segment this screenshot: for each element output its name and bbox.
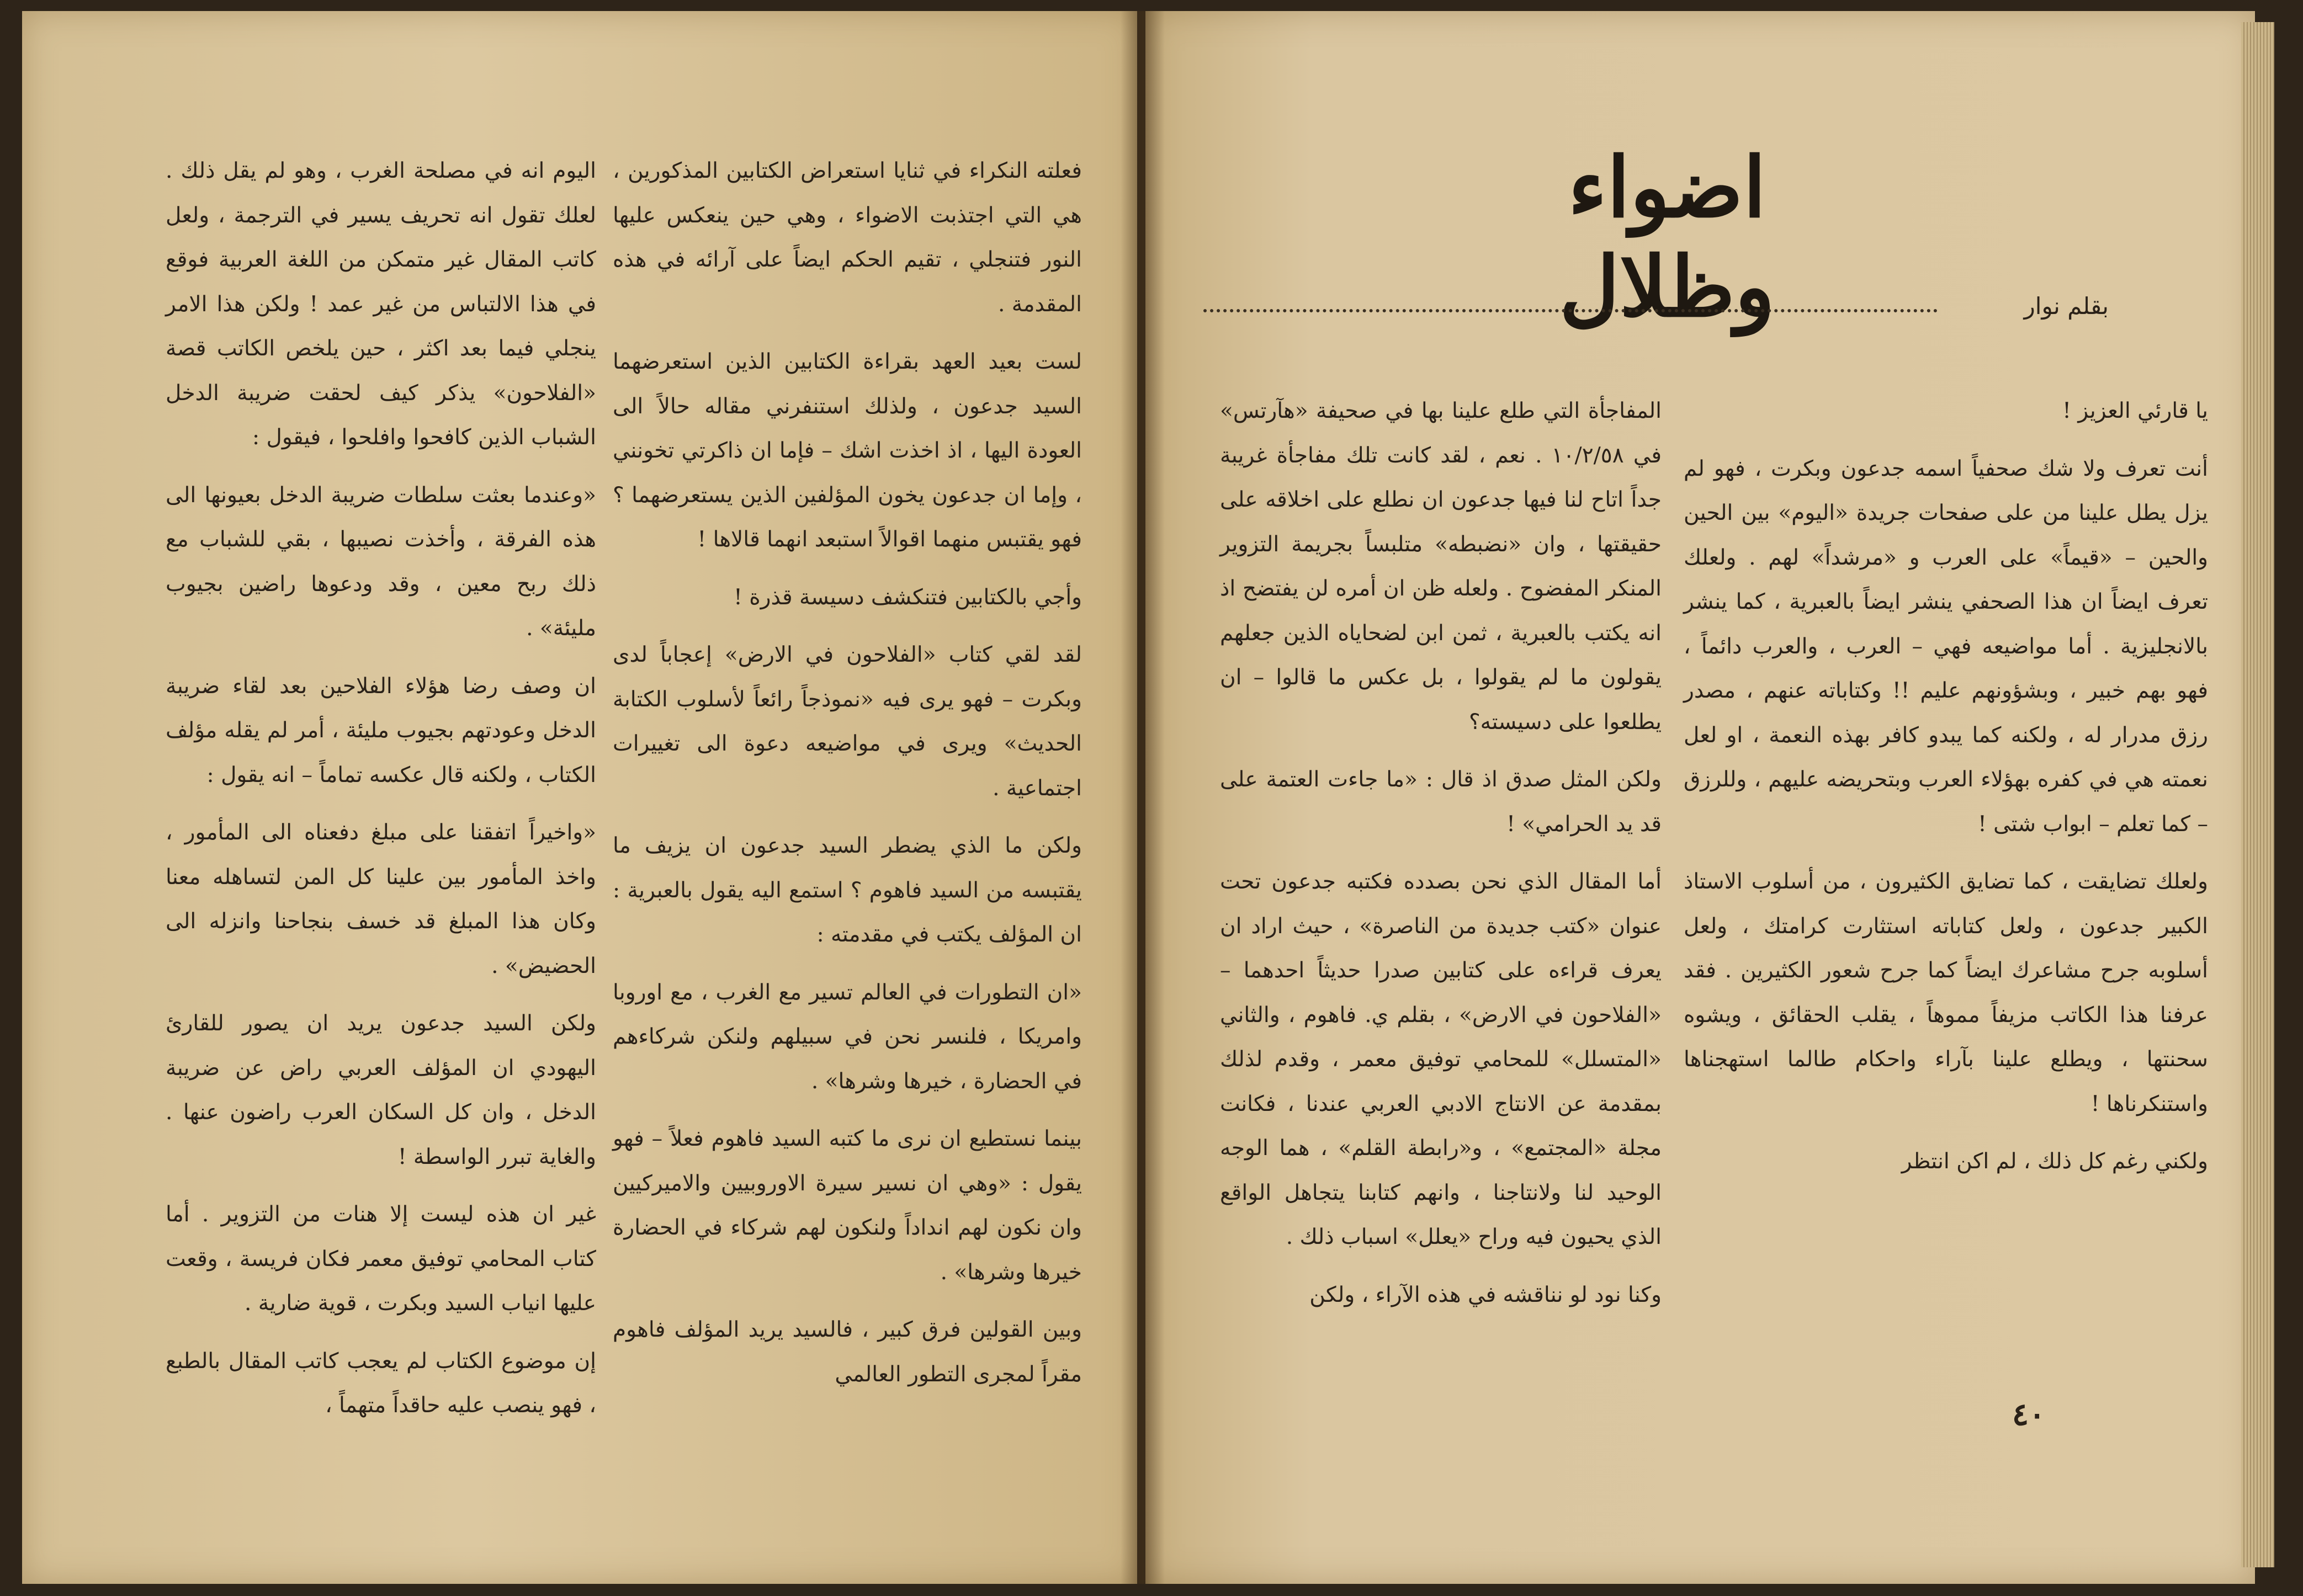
page-edges	[2241, 22, 2274, 1567]
paragraph: لقد لقي كتاب «الفلاحون في الارض» إعجاباً لدى وبكرت – فهو يرى فيه «نموذجاً رائعاً لأسلوب الكتابة الحديث» ويرى في مواضيعه دعوة الى تغييرات اجتماعية .	[613, 642, 1082, 801]
paragraph: أما المقال الذي نحن بصدده فكتبه جدعون تحت عنوان «كتب جديدة من الناصرة» ، حيث اراد ان يعرف قراءه على كتابين صدرا حديثاً احدهما – «الفلاحون في الارض» ، بقلم ي. فاهوم ، والثاني «المتسلل» للمحامي توفيق معمر ، وقدم لذلك بمقدمة عن الانتاج الادبي العربي عندنا ، فكانت مجلة «المجتمع» ، و«رابطة القلم» ، هما الوجه الوحيد لنا ولانتاجنا ، وانهم كتابنا يتجاهل الواقع الذي يحيون فيه وراح «يعلل» اسباب ذلك .	[1220, 869, 1662, 1249]
paragraph: بينما نستطيع ان نرى ما كتبه السيد فاهوم فعلاً – فهو يقول : «وهي ان نسير سيرة الاوروبيين والاميركيين وان نكون لهم انداداً ولنكون لهم شركاء في الحضارة خيرها وشرها» .	[613, 1126, 1082, 1285]
paragraph: ولكني رغم كل ذلك ، لم اكن انتظر	[1901, 1149, 2208, 1174]
left-page-column-right	[613, 149, 1082, 1485]
paragraph: «واخيراً اتفقنا على مبلغ دفعناه الى المأمور ، واخذ المأمور بين علينا كل المن لتساهله معنا وكان هذا المبلغ قد خسف بنجاحنا وانزله الى الحضيض» .	[166, 820, 596, 978]
paragraph: ان وصف رضا هؤلاء الفلاحين بعد لقاء ضريبة الدخل وعودتهم بجيوب مليئة ، أمر لم يقله مؤلف الكتاب ، ولكنه قال عكسه تماماً – انه يقول :	[166, 673, 596, 788]
byline-author: بقلم نوار	[2024, 292, 2109, 320]
paragraph: اليوم انه في مصلحة الغرب ، وهو لم يقل ذلك . لعلك تقول انه تحريف يسير في الترجمة ، ولعل كاتب المقال غير متمكن من اللغة العربية فوقع في هذا الالتباس من غير عمد ! ولكن هذا الامر ينجلي فيما بعد اكثر ، حين يلخص الكاتب قصة «الفلاحون» يذكر كيف لحقت ضريبة الدخل الشباب الذين كافحوا وافلحوا ، فيقول :	[166, 158, 596, 450]
paragraph: إن موضوع الكتاب لم يعجب كاتب المقال بالطبع ، فهو ينصب عليه حاقداً متهماً ،	[166, 1348, 596, 1418]
byline-dotted-rule	[1203, 309, 1938, 312]
paragraph: المفاجأة التي طلع علينا بها في صحيفة «هآرتس» في ١٠/٢/٥٨ . نعم ، لقد كانت تلك مفاجأة غريبة جداً اتاح لنا فيها جدعون ان نطلع على اخلاقه على حقيقتها ، وان «نضبطه» متلبساً بجريمة التزوير المنكر المفضوح . ولعله ظن ان أمره لن يفتضح اذ انه يكتب بالعبرية ، ثمن ابن لضحاياه الذين جعلهم يقولون ما لم يقولوا ، بل عكس ما قالوا – ان يطلعوا على دسيسته؟	[1220, 398, 1662, 735]
paragraph: فعلته النكراء في ثنايا استعراض الكتابين المذكورين ، هي التي اجتذبت الاضواء ، وهي حين ينعكس عليها النور فتنجلي ، تقيم الحكم ايضاً على آرائه في هذه المقدمة .	[613, 158, 1082, 317]
paragraph: «وعندما بعثت سلطات ضريبة الدخل بعيونها الى هذه الفرقة ، وأخذت نصيبها ، بقي للشباب مع ذلك ربح معين ، وقد ودعوها راضين بجيوب مليئة» .	[166, 482, 596, 641]
book-gutter	[1121, 11, 1165, 1584]
paragraph: غير ان هذه ليست إلا هنات من التزوير . أما كتاب المحامي توفيق معمر فكان فريسة ، وقعت عليها انياب السيد وبكرت ، قوية ضارية .	[166, 1202, 596, 1316]
right-page-column-left	[1220, 389, 1662, 1405]
paragraph: يا قارئي العزيز !	[2062, 398, 2208, 423]
paragraph: لست بعيد العهد بقراءة الكتابين الذين استعرضهما السيد جدعون ، ولذلك استنفرني مقاله حالاً الى العودة اليها ، اذ اخذت اشك – فإما ان ذاكرتي تخونني ، وإما ان جدعون يخون المؤلفين الذين يستعرضهما ؟ فهو يقتبس منهما اقوالاً استبعد انهما قالاها !	[613, 349, 1082, 552]
paragraph: وبين القولين فرق كبير ، فالسيد يريد المؤلف فاهوم مقراً لمجرى التطور العالمي	[613, 1317, 1082, 1387]
paragraph: ولعلك تضايقت ، كما تضايق الكثيرون ، من أسلوب الاستاذ الكبير جدعون ، ولعل كتاباته استثارت كرامتك ، ولعل أسلوبه جرح مشاعرك ايضاً كما جرح شعور الكثيرين . فقد عرفنا هذا الكاتب مزيفاً مموهاً ، يقلب الحقائق ، ويشوه سحنتها ، ويطلع علينا بآراء واحكام طالما استهجناها واستنكرناها !	[1684, 869, 2208, 1116]
left-page-column-left	[166, 149, 596, 1485]
paragraph: «ان التطورات في العالم تسير مع الغرب ، مع اوروبا وامريكا ، فلنسر نحن في سبيلهم ولنكن شركاءهم في الحضارة ، خيرها وشرها» .	[613, 980, 1082, 1094]
right-page-column-right	[1684, 389, 2208, 1405]
paragraph: وكنا نود لو نناقشه في هذه الآراء ، ولكن	[1309, 1282, 1662, 1307]
byline	[1203, 292, 2109, 326]
masthead-title: اضواء وظلال	[1559, 139, 1775, 336]
page-number: ٤٠	[2012, 1396, 2046, 1433]
paragraph: أنت تعرف ولا شك صحفياً اسمه جدعون وبكرت ، فهو لم يزل يطل علينا من على صفحات جريدة «اليوم» بين الحين والحين – «قيماً» على العرب و «مرشداً» لهم . ولعلك تعرف ايضاً ان هذا الصحفي ينشر ايضاً بالعبرية ، كما ينشر بالانجليزية . أما مواضيعه فهي – العرب ، والعرب دائماً ، فهو بهم خبير ، وبشؤونهم عليم !! وكتاباته عنهم ، مصدر رزق مدرار له ، ولكنه كما يبدو كافر بهذه النعمة ، او لعل نعمته هي في كفره بهؤلاء العرب وبتحريضه عليهم ، وللرزق – كما تعلم – ابواب شتى !	[1684, 456, 2209, 837]
paragraph: ولكن السيد جدعون يريد ان يصور للقارئ اليهودي ان المؤلف العربي راض عن ضريبة الدخل ، وان كل السكان العرب راضون عنها . والغاية تبرر الواسطة !	[166, 1011, 596, 1169]
paragraph: ولكن ما الذي يضطر السيد جدعون ان يزيف ما يقتبسه من السيد فاهوم ؟ استمع اليه يقول بالعبرية : ان المؤلف يكتب في مقدمته :	[613, 833, 1082, 947]
paragraph: ولكن المثل صدق اذ قال : «ما جاءت العتمة على قد يد الحرامي» !	[1220, 767, 1662, 837]
paragraph: وأجي بالكتابين فتنكشف دسيسة قذرة !	[734, 584, 1082, 610]
